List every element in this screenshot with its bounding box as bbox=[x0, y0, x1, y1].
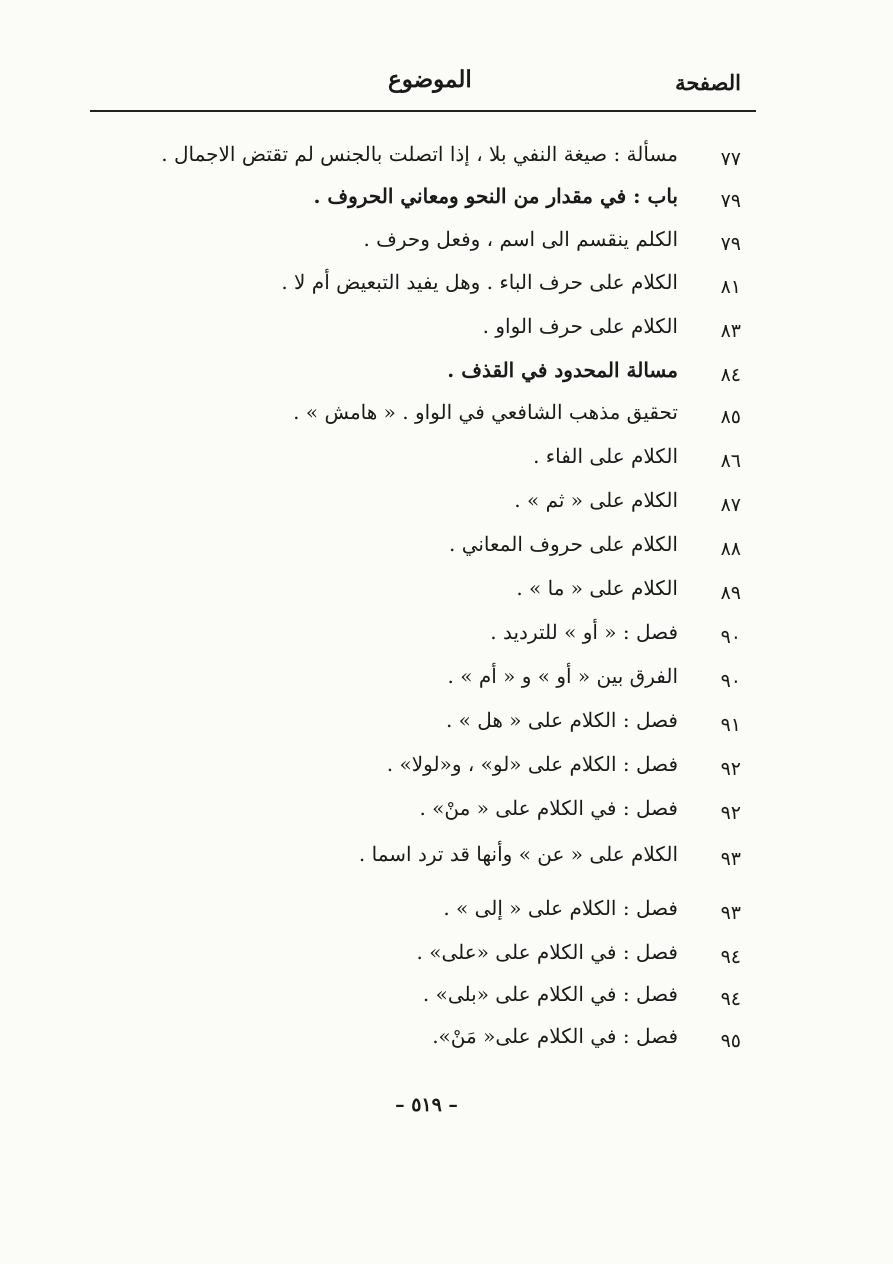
column-header-page: الصفحة bbox=[675, 70, 741, 95]
toc-entry-title: مسالة المحدود في القذف . bbox=[447, 358, 678, 382]
toc-entry bbox=[0, 574, 893, 614]
toc-entry bbox=[0, 980, 893, 1020]
toc-entry bbox=[0, 312, 893, 352]
toc-entry-title: الفرق بين « أو » و « أم » . bbox=[447, 664, 678, 688]
toc-entry-page-number: ٨٧ bbox=[720, 494, 741, 516]
toc-entry bbox=[0, 794, 893, 834]
toc-entry-title: الكلام على الفاء . bbox=[533, 444, 678, 468]
toc-entry-page-number: ٩٣ bbox=[720, 848, 741, 870]
toc-entry bbox=[0, 140, 893, 180]
toc-entry-page-number: ٨٥ bbox=[720, 406, 741, 428]
toc-entry-page-number: ٩٠ bbox=[720, 670, 741, 692]
toc-entry-title: فصل : في الكلام على «على» . bbox=[416, 940, 678, 964]
toc-entry bbox=[0, 840, 893, 880]
toc-entry-title: الكلم ينقسم الى اسم ، وفعل وحرف . bbox=[363, 227, 678, 251]
toc-entry-title: تحقيق مذهب الشافعي في الواو . « هامش » . bbox=[293, 400, 678, 424]
toc-entry-title: فصل : الكلام على « هل » . bbox=[445, 708, 678, 732]
toc-entry-title: فصل : « أو » للترديد . bbox=[490, 620, 678, 644]
toc-entry bbox=[0, 662, 893, 702]
toc-entry-page-number: ٩٣ bbox=[720, 902, 741, 924]
toc-entry bbox=[0, 1022, 893, 1062]
toc-entry-title: باب : في مقدار من النحو ومعاني الحروف . bbox=[313, 184, 678, 208]
toc-entry-page-number: ٨٨ bbox=[720, 538, 741, 560]
toc-entry-page-number: ٩٢ bbox=[720, 802, 741, 824]
toc-entry bbox=[0, 938, 893, 978]
toc-entry bbox=[0, 750, 893, 790]
toc-entry-title: فصل : في الكلام على «بلى» . bbox=[422, 982, 678, 1006]
toc-entry-page-number: ٩٠ bbox=[720, 626, 741, 648]
toc-entry bbox=[0, 706, 893, 746]
toc-entry-page-number: ٩٢ bbox=[720, 758, 741, 780]
toc-entry bbox=[0, 530, 893, 570]
toc-entry-title: فصل : الكلام على «لو» ، و«لولا» . bbox=[386, 752, 678, 776]
toc-entry-title: الكلام على « ما » . bbox=[516, 576, 678, 600]
toc-entry-page-number: ٨٩ bbox=[720, 582, 741, 604]
toc-entry-page-number: ٨٣ bbox=[720, 320, 741, 342]
toc-entry-title: فصل : في الكلام على « منْ» . bbox=[419, 796, 678, 820]
toc-entry-page-number: ٧٧ bbox=[720, 148, 741, 170]
toc-entry bbox=[0, 225, 893, 265]
column-header-topic: الموضوع bbox=[388, 66, 472, 93]
toc-entry bbox=[0, 182, 893, 222]
toc-entry-page-number: ٨٤ bbox=[720, 364, 741, 386]
toc-entry bbox=[0, 268, 893, 308]
toc-entry-title: الكلام على « عن » وأنها قد ترد اسما . bbox=[358, 842, 678, 866]
toc-entry bbox=[0, 398, 893, 438]
toc-entry-title: فصل : الكلام على « إلى » . bbox=[443, 896, 678, 920]
toc-entry-page-number: ٧٩ bbox=[720, 190, 741, 212]
toc-entry-title: الكلام على « ثم » . bbox=[514, 488, 678, 512]
toc-entry bbox=[0, 356, 893, 396]
toc-entry-title: الكلام على حرف الباء . وهل يفيد التبعيض أم لا . bbox=[281, 270, 678, 294]
footer-page-number: – ٥١٩ – bbox=[395, 1094, 458, 1116]
toc-entry-title: مسألة : صيغة النفي بلا ، إذا اتصلت بالجنس لم تقتض الاجمال . bbox=[161, 142, 678, 166]
toc-entry bbox=[0, 486, 893, 526]
toc-entry-page-number: ٧٩ bbox=[720, 233, 741, 255]
toc-entry bbox=[0, 442, 893, 482]
toc-entry-page-number: ٨١ bbox=[720, 276, 741, 298]
toc-entry-page-number: ٩٥ bbox=[720, 1030, 741, 1052]
toc-entry-title: الكلام على حرف الواو . bbox=[482, 314, 678, 338]
toc-entry-page-number: ٩٤ bbox=[720, 946, 741, 968]
toc-entry-page-number: ٩٤ bbox=[720, 988, 741, 1010]
toc-entry-title: فصل : في الكلام على« مَنْ». bbox=[432, 1024, 678, 1048]
toc-entry bbox=[0, 618, 893, 658]
toc-entry-page-number: ٨٦ bbox=[720, 450, 741, 472]
toc-entry-title: الكلام على حروف المعاني . bbox=[448, 532, 678, 556]
toc-entry-page-number: ٩١ bbox=[720, 714, 741, 736]
toc-entry bbox=[0, 894, 893, 934]
